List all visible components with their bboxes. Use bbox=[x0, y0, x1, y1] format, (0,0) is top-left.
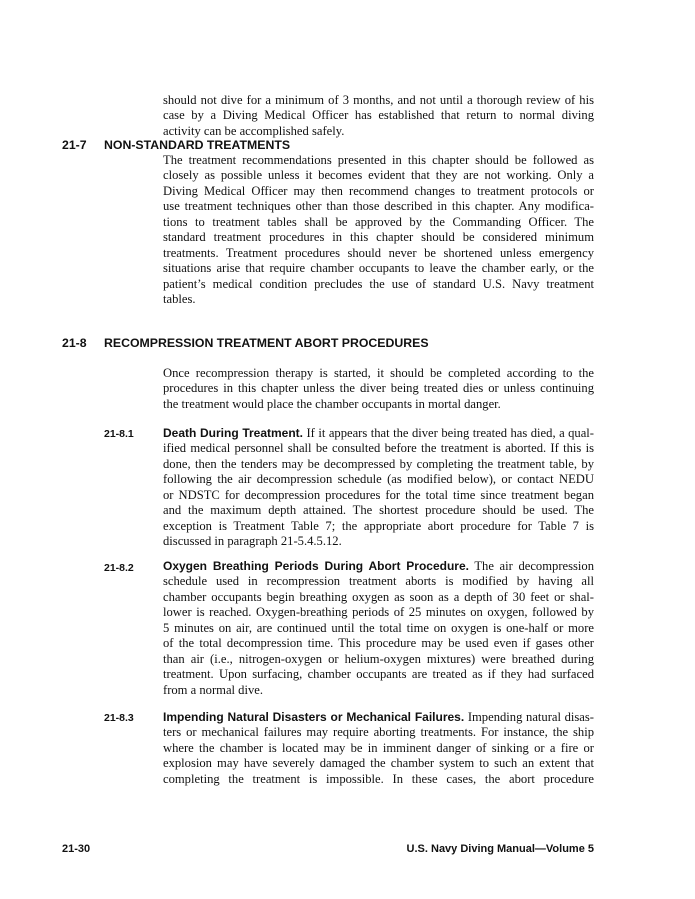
text-line: should not dive for a minimum of 3 months, and not until a thorough review of his bbox=[163, 93, 594, 107]
subsection-paragraph bbox=[163, 426, 594, 550]
text-line: and the maximum depth attained. The shortest procedure should be used. The bbox=[163, 503, 594, 518]
text-line: schedule used in recompression treatment aborts is modified by having all bbox=[163, 574, 594, 589]
text-line: treatments. Treatment procedures should never be shortened unless emergency bbox=[163, 245, 594, 260]
text-line: from a normal dive. bbox=[163, 682, 264, 697]
text-line: 5 minutes on air, are continued until the total time on oxygen is one-half or more bbox=[163, 620, 594, 635]
intro-paragraph bbox=[163, 93, 594, 139]
text-line: Once recompression therapy is started, it should be completed according to the bbox=[163, 366, 594, 380]
section-paragraph bbox=[163, 366, 594, 412]
text-line: the treatment would place the chamber occupants in mortal danger. bbox=[163, 396, 501, 411]
subsection-paragraph bbox=[163, 559, 594, 698]
section-paragraph bbox=[163, 153, 594, 308]
subsection-title: Impending Natural Disasters or Mechanical Failures. bbox=[163, 710, 465, 724]
text-line: or NDSTC for decompression procedures for the total time since treatment began bbox=[163, 487, 594, 502]
text-line: lower is reached. Oxygen-breathing periods of 25 minutes on oxygen, followed by bbox=[163, 605, 594, 620]
text-line: Diving Medical Officer may then recommend changes to treatment protocols or bbox=[163, 183, 594, 198]
text-line: situations arise that require chamber occupants to leave the chamber early, or the bbox=[163, 261, 594, 276]
section-number: 21-7 bbox=[62, 138, 87, 152]
text-line bbox=[163, 426, 594, 441]
text-line: ters or mechanical failures may require aborting treatments. For instance, the ship bbox=[163, 725, 594, 740]
subsection-title: Death During Treatment. bbox=[163, 426, 304, 440]
text-line: use treatment techniques other than those described in this chapter. Any modifica- bbox=[163, 199, 594, 214]
text-line: tables. bbox=[163, 292, 196, 307]
subsection-paragraph bbox=[163, 710, 594, 787]
text-line bbox=[163, 559, 594, 574]
text-line: The treatment recommendations presented in this chapter should be followed as bbox=[163, 153, 594, 167]
text-line: treatment. Upon surfacing, chamber occupants are treated as if they had surfaced bbox=[163, 667, 594, 682]
subsection-number: 21-8.2 bbox=[104, 562, 134, 574]
text-line: tions to treatment tables shall be approved by the Commanding Officer. The bbox=[163, 214, 594, 229]
text-line: chamber occupants begin breathing oxygen as soon as a depth of 30 feet or shal- bbox=[163, 589, 594, 604]
subsection-number: 21-8.3 bbox=[104, 712, 134, 724]
text-line: closely as possible unless it becomes evident that they are not working. Only a bbox=[163, 168, 594, 183]
text-line: standard treatment procedures in this chapter should be considered minimum bbox=[163, 230, 594, 245]
page-number: 21-30 bbox=[62, 843, 91, 855]
text-run: Impending natural disas- bbox=[464, 710, 594, 724]
text-line: done, then the tenders may be decompressed by completing the treatment table, by bbox=[163, 456, 594, 471]
section-number: 21-8 bbox=[62, 336, 87, 350]
text-line: of the total decompression time. This procedure may be used even if gases other bbox=[163, 636, 594, 651]
text-line: following the air decompression schedule (as modified below), or contact NEDU bbox=[163, 472, 594, 487]
text-line: explosion may have severely damaged the chamber system to such an extent that bbox=[163, 756, 594, 771]
text-line: patient’s medical condition precludes the use of standard U.S. Navy treatment bbox=[163, 276, 594, 291]
text-line: exception is Treatment Table 7; the appropriate abort procedure for Table 7 is bbox=[163, 518, 594, 533]
text-run: If it appears that the diver being treated has died, a qual- bbox=[303, 426, 595, 440]
text-run: The air decompression bbox=[468, 559, 595, 573]
text-line: completing the treatment is impossible. In these cases, the abort procedure bbox=[163, 771, 594, 786]
text-line: case by a Diving Medical Officer has established that return to normal diving bbox=[163, 108, 594, 123]
section-heading: NON-STANDARD TREATMENTS bbox=[104, 138, 291, 152]
text-line: discussed in paragraph 21-5.4.5.12. bbox=[163, 534, 342, 549]
text-line: procedures in this chapter unless the diver being treated dies or unless continuing bbox=[163, 381, 594, 396]
text-line bbox=[163, 710, 594, 725]
footer-title: U.S. Navy Diving Manual—Volume 5 bbox=[406, 843, 594, 855]
section-heading: RECOMPRESSION TREATMENT ABORT PROCEDURES bbox=[104, 336, 429, 350]
text-line: than air (i.e., nitrogen-oxygen or helium-oxygen mixtures) were breathed during bbox=[163, 651, 594, 666]
text-line: where the chamber is located may be in imminent danger of sinking or a fire or bbox=[163, 740, 594, 755]
text-line: activity can be accomplished safely. bbox=[163, 123, 345, 138]
text-line: ified medical personnel shall be consulted before the treatment is aborted. If this is bbox=[163, 441, 594, 456]
subsection-number: 21-8.1 bbox=[104, 428, 134, 440]
subsection-title: Oxygen Breathing Periods During Abort Procedure. bbox=[163, 559, 469, 573]
